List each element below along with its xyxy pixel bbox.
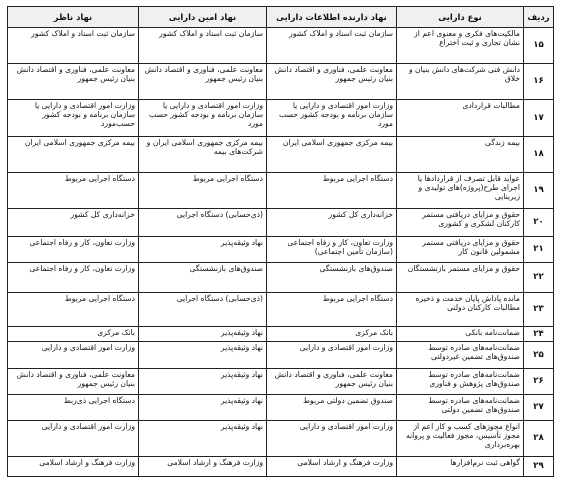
supervisor-cell: وزارت امور اقتصادی و دارایی یا سازمان برنامه و بودجه کشور حسب‌مورد (8, 100, 139, 137)
row-number-cell: ۲۲ (524, 263, 554, 293)
asset-trustee-cell: نهاد وثیقه‌پذیر (139, 395, 267, 421)
supervisor-cell: دستگاه اجرایی مربوط (8, 293, 139, 327)
supervisor-cell: سازمان ثبت اسناد و املاک کشور (8, 28, 139, 64)
asset-type-cell: ضمانت‌نامه‌های صادره توسط صندوق‌های تضمین غیردولتی (397, 342, 524, 369)
row-number-cell: ۲۹ (524, 457, 554, 477)
header-asset-trustee: نهاد امین دارایی (139, 7, 267, 28)
asset-trustee-cell: صندوق‌های بازنشستگی (139, 263, 267, 293)
asset-trustee-cell: نهاد وثیقه‌پذیر (139, 237, 267, 263)
asset-type-cell: حقوق و مزایای دریافتی مستمر کارکنان لشکری و کشوری (397, 209, 524, 237)
row-number-cell: ۲۰ (524, 209, 554, 237)
header-info-holder: نهاد دارنده اطلاعات دارایی (267, 7, 397, 28)
row-number-cell: ۲۱ (524, 237, 554, 263)
table-row (8, 327, 554, 342)
asset-type-cell: حقوق و مزایای مستمر بازنشستگان (397, 263, 524, 293)
asset-type-cell: حقوق و مزایای دریافتی مستمر مشمولین قانون کار (397, 237, 524, 263)
table-header-row (8, 7, 554, 28)
supervisor-cell: وزارت امور اقتصادی و دارایی (8, 421, 139, 457)
asset-trustee-cell: (ذی‌حسابی) دستگاه اجرایی (139, 293, 267, 327)
supervisor-cell: معاونت علمی، فناوری و اقتصاد دانش بنیان رئیس جمهور (8, 64, 139, 100)
info-holder-cell: صندوق‌های بازنشستگی (267, 263, 397, 293)
asset-type-cell: دانش فنی شرکت‌های دانش بنیان و خلاق (397, 64, 524, 100)
table-row (8, 137, 554, 173)
row-number-cell: ۱۷ (524, 100, 554, 137)
table-row (8, 263, 554, 293)
asset-trustee-cell: سازمان ثبت اسناد و املاک کشور (139, 28, 267, 64)
supervisor-cell: معاونت علمی، فناوری و اقتصاد دانش بنیان رئیس جمهور (8, 369, 139, 395)
info-holder-cell: بیمه مرکزی جمهوری اسلامی ایران (267, 137, 397, 173)
info-holder-cell: دستگاه اجرایی مربوط (267, 293, 397, 327)
row-number-cell: ۱۵ (524, 28, 554, 64)
info-holder-cell: صندوق تضمین دولتی مربوط (267, 395, 397, 421)
header-asset-type: نوع دارایی (397, 7, 524, 28)
table-row (8, 342, 554, 369)
supervisor-cell: خزانه‌داری کل کشور (8, 209, 139, 237)
info-holder-cell: خزانه‌داری کل کشور (267, 209, 397, 237)
asset-trustee-cell: نهاد وثیقه‌پذیر (139, 421, 267, 457)
asset-trustee-cell: نهاد وثیقه‌پذیر (139, 369, 267, 395)
info-holder-cell: سازمان ثبت اسناد و املاک کشور (267, 28, 397, 64)
asset-trustee-cell: معاونت علمی، فناوری و اقتصاد دانش بنیان رئیس جمهور (139, 64, 267, 100)
table-row (8, 395, 554, 421)
supervisor-cell: وزارت امور اقتصادی و دارایی (8, 342, 139, 369)
table-row (8, 64, 554, 100)
supervisor-cell: وزارت تعاون، کار و رفاه اجتماعی (8, 237, 139, 263)
info-holder-cell: دستگاه اجرایی مربوط (267, 173, 397, 209)
asset-type-cell: مطالبات قراردادی (397, 100, 524, 137)
asset-trustee-cell: دستگاه اجرایی مربوط (139, 173, 267, 209)
supervisor-cell: بانک مرکزی (8, 327, 139, 342)
row-number-cell: ۱۹ (524, 173, 554, 209)
row-number-cell: ۲۷ (524, 395, 554, 421)
supervisor-cell: وزارت تعاون، کار و رفاه اجتماعی (8, 263, 139, 293)
asset-type-cell: گواهی ثبت نرم‌افزارها (397, 457, 524, 477)
info-holder-cell: وزارت فرهنگ و ارشاد اسلامی (267, 457, 397, 477)
asset-type-cell: عواید قابل تصرف از قراردادها یا اجرای طرح(پروژه)های تولیدی و زیربنایی (397, 173, 524, 209)
asset-type-cell: مانده پاداش پایان خدمت و ذخیره مطالبات کارکنان دولتی (397, 293, 524, 327)
supervisor-cell: دستگاه اجرایی ذی‌ربط (8, 395, 139, 421)
asset-type-cell: انواع مجوزهای کسب و کار اعم از مجوز تأسیس، مجوز فعالیت و پروانه بهره‌برداری (397, 421, 524, 457)
assets-table (7, 6, 554, 477)
table-row (8, 421, 554, 457)
table-row (8, 28, 554, 64)
row-number-cell: ۲۳ (524, 293, 554, 327)
asset-trustee-cell: بیمه مرکزی جمهوری اسلامی ایران و شرکت‌های بیمه (139, 137, 267, 173)
info-holder-cell: وزارت امور اقتصادی و دارایی (267, 342, 397, 369)
table-row (8, 237, 554, 263)
asset-trustee-cell: وزارت امور اقتصادی و دارایی یا سازمان برنامه و بودجه کشور حسب مورد (139, 100, 267, 137)
supervisor-cell: دستگاه اجرایی مربوط (8, 173, 139, 209)
asset-type-cell: ضمانت‌نامه بانکی (397, 327, 524, 342)
table-row (8, 100, 554, 137)
asset-trustee-cell: نهاد وثیقه‌پذیر (139, 342, 267, 369)
info-holder-cell: وزارت امور اقتصادی و دارایی یا سازمان برنامه و بودجه کشور حسب مورد (267, 100, 397, 137)
table-row (8, 293, 554, 327)
asset-trustee-cell: نهاد وثیقه‌پذیر (139, 327, 267, 342)
asset-type-cell: ضمانت‌نامه‌های صادره توسط صندوق‌های تضمین دولتی (397, 395, 524, 421)
info-holder-cell: وزارت امور اقتصادی و دارایی (267, 421, 397, 457)
row-number-cell: ۲۵ (524, 342, 554, 369)
asset-type-cell: بیمه زندگی (397, 137, 524, 173)
asset-trustee-cell: (ذی‌حسابی) دستگاه اجرایی (139, 209, 267, 237)
table-row (8, 457, 554, 477)
row-number-cell: ۱۸ (524, 137, 554, 173)
header-row-number: ردیف (524, 7, 554, 28)
supervisor-cell: وزارت فرهنگ و ارشاد اسلامی (8, 457, 139, 477)
table-row (8, 369, 554, 395)
row-number-cell: ۲۶ (524, 369, 554, 395)
page-edge-mark (556, 420, 561, 460)
info-holder-cell: بانک مرکزی (267, 327, 397, 342)
row-number-cell: ۲۴ (524, 327, 554, 342)
assets-table-page (7, 6, 553, 477)
supervisor-cell: بیمه مرکزی جمهوری اسلامی ایران (8, 137, 139, 173)
table-row (8, 209, 554, 237)
header-supervisor: نهاد ناظر (8, 7, 139, 28)
asset-trustee-cell: وزارت فرهنگ و ارشاد اسلامی (139, 457, 267, 477)
row-number-cell: ۲۸ (524, 421, 554, 457)
info-holder-cell: معاونت علمی، فناوری و اقتصاد دانش بنیان رئیس جمهور (267, 369, 397, 395)
table-row (8, 173, 554, 209)
asset-type-cell: مالکیت‌های فکری و معنوی اعم از نشان تجاری و ثبت اختراع (397, 28, 524, 64)
asset-type-cell: ضمانت‌نامه‌های صادره توسط صندوق‌های پژوهش و فناوری (397, 369, 524, 395)
info-holder-cell: معاونت علمی، فناوری و اقتصاد دانش بنیان رئیس جمهور (267, 64, 397, 100)
row-number-cell: ۱۶ (524, 64, 554, 100)
info-holder-cell: وزارت تعاون، کار و رفاه اجتماعی (سازمان تأمین اجتماعی) (267, 237, 397, 263)
